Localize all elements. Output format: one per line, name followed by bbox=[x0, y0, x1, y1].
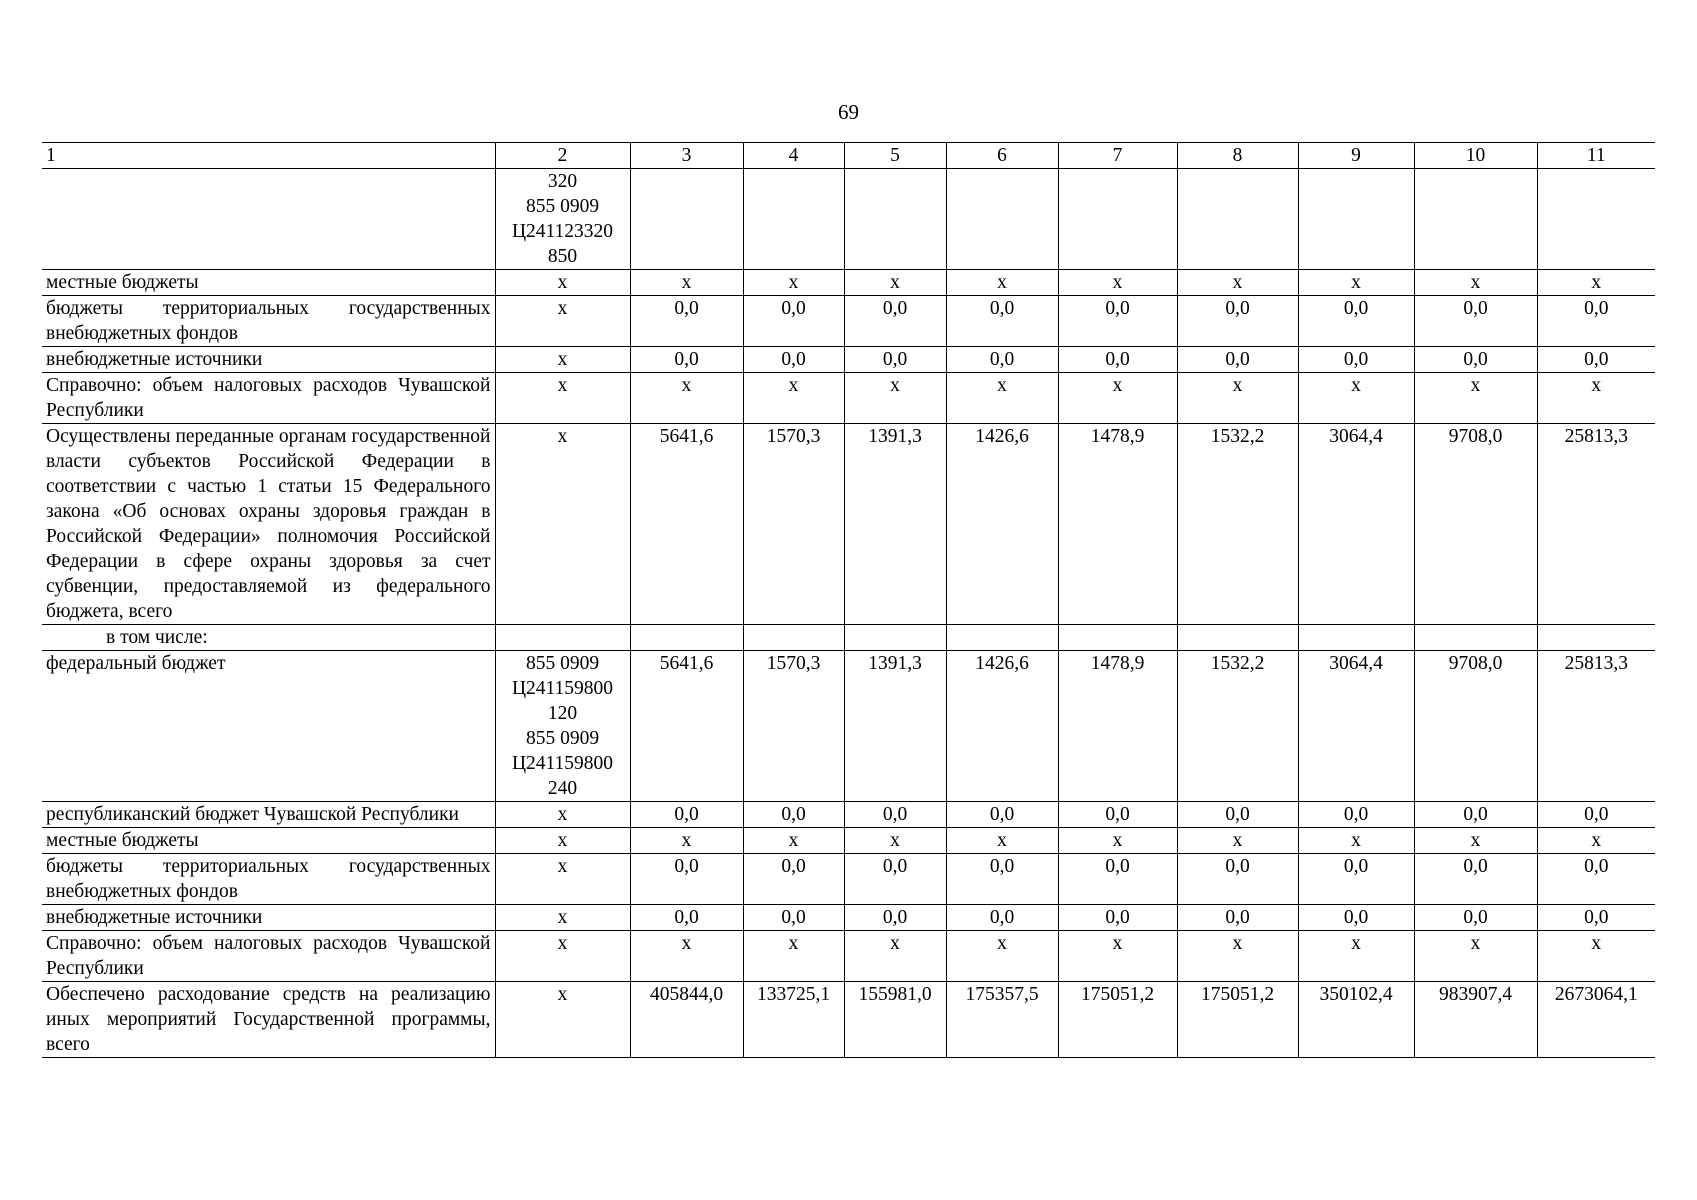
value-cell: 0,0 bbox=[1058, 854, 1177, 905]
value-cell: 0,0 bbox=[630, 296, 743, 347]
column-header: 6 bbox=[946, 143, 1058, 169]
value-cell: 5641,6 bbox=[630, 424, 743, 625]
value-cell: 175051,2 bbox=[1177, 982, 1298, 1058]
budget-code-cell bbox=[495, 802, 630, 828]
value-cell: 1478,9 bbox=[1058, 424, 1177, 625]
table-row bbox=[42, 296, 1655, 347]
budget-code-line: 855 0909 bbox=[525, 653, 600, 674]
value-cell: 1570,3 bbox=[743, 424, 844, 625]
table-row bbox=[42, 828, 1655, 854]
value-cell: 3064,4 bbox=[1298, 424, 1414, 625]
value-cell: 0,0 bbox=[946, 296, 1058, 347]
budget-code-line: x bbox=[557, 907, 568, 928]
value-cell: 0,0 bbox=[743, 802, 844, 828]
value-cell: 0,0 bbox=[630, 905, 743, 931]
budget-code-cell bbox=[495, 270, 630, 296]
row-label bbox=[42, 169, 495, 270]
budget-code-line: x bbox=[557, 272, 568, 293]
value-cell: 0,0 bbox=[844, 802, 946, 828]
row-label: федеральный бюджет bbox=[42, 651, 495, 802]
value-cell: 350102,4 bbox=[1298, 982, 1414, 1058]
value-cell: x bbox=[630, 828, 743, 854]
value-cell: 0,0 bbox=[844, 905, 946, 931]
value-cell: 0,0 bbox=[1177, 802, 1298, 828]
budget-code-line: x bbox=[557, 856, 568, 877]
value-cell: 0,0 bbox=[1537, 296, 1655, 347]
value-cell: x bbox=[1298, 270, 1414, 296]
row-label: Осуществлены переданные органам государственной власти субъектов Российской Федерации в соответствии с частью 1 статьи 15 Федерального закона «Об основах охраны здоровья граждан в Российской Федерации» полномочия Российской Федерации в сфере охраны здоровья за счет субвенции, предоставляемой из федерального бюджета, всего bbox=[42, 424, 495, 625]
budget-code-line: 850 bbox=[547, 246, 578, 267]
table-row bbox=[42, 169, 1655, 270]
value-cell: x bbox=[743, 931, 844, 982]
value-cell: x bbox=[1537, 828, 1655, 854]
value-cell: 0,0 bbox=[1414, 854, 1537, 905]
value-cell: 405844,0 bbox=[630, 982, 743, 1058]
value-cell: 0,0 bbox=[1414, 802, 1537, 828]
value-cell: x bbox=[946, 828, 1058, 854]
value-cell: x bbox=[743, 270, 844, 296]
budget-code-line: 855 0909 bbox=[525, 728, 600, 749]
value-cell: 1426,6 bbox=[946, 651, 1058, 802]
value-cell: x bbox=[946, 931, 1058, 982]
value-cell bbox=[844, 169, 946, 270]
value-cell: 0,0 bbox=[743, 854, 844, 905]
row-label: бюджеты территориальных государственных внебюджетных фондов bbox=[42, 296, 495, 347]
value-cell: 0,0 bbox=[1414, 905, 1537, 931]
budget-code-line: x bbox=[557, 830, 568, 851]
value-cell: 0,0 bbox=[1298, 296, 1414, 347]
value-cell: x bbox=[1058, 373, 1177, 424]
value-cell: 133725,1 bbox=[743, 982, 844, 1058]
value-cell: 0,0 bbox=[946, 347, 1058, 373]
value-cell: x bbox=[1177, 270, 1298, 296]
table-row bbox=[42, 905, 1655, 931]
value-cell: x bbox=[1414, 931, 1537, 982]
value-cell: 0,0 bbox=[630, 802, 743, 828]
value-cell: 0,0 bbox=[1537, 347, 1655, 373]
value-cell: x bbox=[1414, 270, 1537, 296]
table-row bbox=[42, 347, 1655, 373]
value-cell: x bbox=[1177, 828, 1298, 854]
row-label: внебюджетные источники bbox=[42, 347, 495, 373]
budget-code-cell bbox=[495, 169, 630, 270]
value-cell: 0,0 bbox=[1414, 296, 1537, 347]
value-cell: 0,0 bbox=[743, 347, 844, 373]
table-row bbox=[42, 982, 1655, 1058]
value-cell: 9708,0 bbox=[1414, 651, 1537, 802]
value-cell: 0,0 bbox=[1177, 347, 1298, 373]
value-cell: x bbox=[743, 828, 844, 854]
table-row bbox=[42, 802, 1655, 828]
value-cell bbox=[1058, 625, 1177, 651]
value-cell: x bbox=[1058, 931, 1177, 982]
budget-table bbox=[42, 142, 1655, 1058]
value-cell: 0,0 bbox=[1298, 347, 1414, 373]
budget-code-line: x bbox=[557, 298, 568, 319]
table-body bbox=[42, 143, 1655, 1058]
budget-code-cell bbox=[495, 373, 630, 424]
value-cell: x bbox=[1414, 828, 1537, 854]
value-cell: x bbox=[1058, 828, 1177, 854]
value-cell: x bbox=[844, 373, 946, 424]
value-cell bbox=[1537, 169, 1655, 270]
value-cell: 0,0 bbox=[1298, 905, 1414, 931]
value-cell bbox=[1537, 625, 1655, 651]
value-cell: 3064,4 bbox=[1298, 651, 1414, 802]
column-header: 8 bbox=[1177, 143, 1298, 169]
value-cell: 0,0 bbox=[743, 905, 844, 931]
value-cell bbox=[1058, 169, 1177, 270]
value-cell: 0,0 bbox=[946, 802, 1058, 828]
value-cell: x bbox=[1298, 931, 1414, 982]
row-label: местные бюджеты bbox=[42, 828, 495, 854]
page-number: 69 bbox=[838, 100, 859, 124]
budget-code-line: Ц241159800 bbox=[511, 753, 614, 774]
budget-code-cell bbox=[495, 931, 630, 982]
budget-code-cell bbox=[495, 651, 630, 802]
budget-code-cell bbox=[495, 854, 630, 905]
value-cell: 25813,3 bbox=[1537, 424, 1655, 625]
budget-code-line: x bbox=[557, 804, 568, 825]
value-cell bbox=[946, 169, 1058, 270]
budget-code-line: 320 bbox=[547, 171, 578, 192]
budget-code-line: x bbox=[557, 426, 568, 447]
budget-code-cell bbox=[495, 296, 630, 347]
row-label: бюджеты территориальных государственных внебюджетных фондов bbox=[42, 854, 495, 905]
value-cell bbox=[1177, 625, 1298, 651]
value-cell: 0,0 bbox=[946, 854, 1058, 905]
value-cell: 0,0 bbox=[1537, 905, 1655, 931]
value-cell: 0,0 bbox=[844, 854, 946, 905]
row-label: республиканский бюджет Чувашской Республики bbox=[42, 802, 495, 828]
value-cell bbox=[630, 169, 743, 270]
column-header: 9 bbox=[1298, 143, 1414, 169]
table-row bbox=[42, 625, 1655, 651]
budget-code-line: x bbox=[557, 984, 568, 1005]
value-cell: 0,0 bbox=[1058, 905, 1177, 931]
value-cell: 155981,0 bbox=[844, 982, 946, 1058]
column-header: 11 bbox=[1537, 143, 1655, 169]
table-row bbox=[42, 931, 1655, 982]
value-cell: 9708,0 bbox=[1414, 424, 1537, 625]
value-cell bbox=[946, 625, 1058, 651]
table-row bbox=[42, 651, 1655, 802]
value-cell: x bbox=[946, 270, 1058, 296]
value-cell: x bbox=[1537, 270, 1655, 296]
budget-code-line: x bbox=[557, 349, 568, 370]
value-cell: 0,0 bbox=[1058, 347, 1177, 373]
value-cell: 0,0 bbox=[630, 347, 743, 373]
value-cell: x bbox=[1298, 373, 1414, 424]
value-cell: x bbox=[946, 373, 1058, 424]
value-cell: 175357,5 bbox=[946, 982, 1058, 1058]
value-cell: x bbox=[630, 270, 743, 296]
value-cell bbox=[1298, 625, 1414, 651]
value-cell bbox=[1414, 625, 1537, 651]
value-cell: 175051,2 bbox=[1058, 982, 1177, 1058]
budget-code-cell bbox=[495, 982, 630, 1058]
column-header: 2 bbox=[495, 143, 630, 169]
value-cell: x bbox=[844, 270, 946, 296]
budget-code-cell bbox=[495, 905, 630, 931]
value-cell: x bbox=[1537, 373, 1655, 424]
value-cell bbox=[1414, 169, 1537, 270]
row-label: внебюджетные источники bbox=[42, 905, 495, 931]
value-cell: x bbox=[1177, 931, 1298, 982]
budget-code-line: 240 bbox=[547, 778, 578, 799]
budget-code-line: x bbox=[557, 933, 568, 954]
value-cell: x bbox=[743, 373, 844, 424]
value-cell: 0,0 bbox=[1177, 854, 1298, 905]
budget-code-line: 120 bbox=[547, 703, 578, 724]
value-cell: 0,0 bbox=[1177, 296, 1298, 347]
budget-code-cell bbox=[495, 625, 630, 651]
value-cell: 25813,3 bbox=[1537, 651, 1655, 802]
value-cell: 1426,6 bbox=[946, 424, 1058, 625]
value-cell: 1570,3 bbox=[743, 651, 844, 802]
table-row bbox=[42, 854, 1655, 905]
column-header: 10 bbox=[1414, 143, 1537, 169]
value-cell: x bbox=[1058, 270, 1177, 296]
value-cell: 0,0 bbox=[946, 905, 1058, 931]
value-cell: 0,0 bbox=[1298, 802, 1414, 828]
header-row bbox=[42, 143, 1655, 169]
column-header: 3 bbox=[630, 143, 743, 169]
value-cell: 1391,3 bbox=[844, 424, 946, 625]
column-header: 4 bbox=[743, 143, 844, 169]
value-cell: 0,0 bbox=[1058, 296, 1177, 347]
value-cell: x bbox=[844, 828, 946, 854]
value-cell: x bbox=[1298, 828, 1414, 854]
table-row bbox=[42, 373, 1655, 424]
budget-code-line: x bbox=[557, 375, 568, 396]
value-cell: 1532,2 bbox=[1177, 651, 1298, 802]
value-cell: 0,0 bbox=[1298, 854, 1414, 905]
value-cell: 983907,4 bbox=[1414, 982, 1537, 1058]
column-header: 5 bbox=[844, 143, 946, 169]
row-label: в том числе: bbox=[42, 625, 495, 651]
value-cell bbox=[743, 169, 844, 270]
budget-code-cell bbox=[495, 347, 630, 373]
budget-code-line: 855 0909 bbox=[525, 196, 600, 217]
value-cell: x bbox=[1537, 931, 1655, 982]
value-cell: 0,0 bbox=[743, 296, 844, 347]
value-cell: 1478,9 bbox=[1058, 651, 1177, 802]
value-cell bbox=[1177, 169, 1298, 270]
value-cell: x bbox=[844, 931, 946, 982]
row-label: Обеспечено расходование средств на реализацию иных мероприятий Государственной программы, всего bbox=[42, 982, 495, 1058]
value-cell: x bbox=[1177, 373, 1298, 424]
value-cell: 0,0 bbox=[1537, 802, 1655, 828]
budget-code-cell bbox=[495, 424, 630, 625]
value-cell bbox=[743, 625, 844, 651]
value-cell: 2673064,1 bbox=[1537, 982, 1655, 1058]
value-cell: 1532,2 bbox=[1177, 424, 1298, 625]
row-label: Справочно: объем налоговых расходов Чувашской Республики bbox=[42, 373, 495, 424]
row-label: местные бюджеты bbox=[42, 270, 495, 296]
value-cell: 0,0 bbox=[1177, 905, 1298, 931]
budget-code-line: Ц241123320 bbox=[511, 221, 614, 242]
value-cell: 0,0 bbox=[1414, 347, 1537, 373]
column-header: 7 bbox=[1058, 143, 1177, 169]
budget-code-line: Ц241159800 bbox=[511, 678, 614, 699]
value-cell: x bbox=[630, 931, 743, 982]
table-row bbox=[42, 270, 1655, 296]
table-row bbox=[42, 424, 1655, 625]
value-cell bbox=[1298, 169, 1414, 270]
budget-code-cell bbox=[495, 828, 630, 854]
value-cell: 1391,3 bbox=[844, 651, 946, 802]
value-cell: 0,0 bbox=[844, 296, 946, 347]
value-cell bbox=[630, 625, 743, 651]
value-cell: x bbox=[630, 373, 743, 424]
value-cell: 0,0 bbox=[1058, 802, 1177, 828]
value-cell: 0,0 bbox=[1537, 854, 1655, 905]
value-cell: 5641,6 bbox=[630, 651, 743, 802]
column-header: 1 bbox=[42, 143, 495, 169]
value-cell: 0,0 bbox=[844, 347, 946, 373]
value-cell bbox=[844, 625, 946, 651]
value-cell: 0,0 bbox=[630, 854, 743, 905]
value-cell: x bbox=[1414, 373, 1537, 424]
row-label: Справочно: объем налоговых расходов Чувашской Республики bbox=[42, 931, 495, 982]
